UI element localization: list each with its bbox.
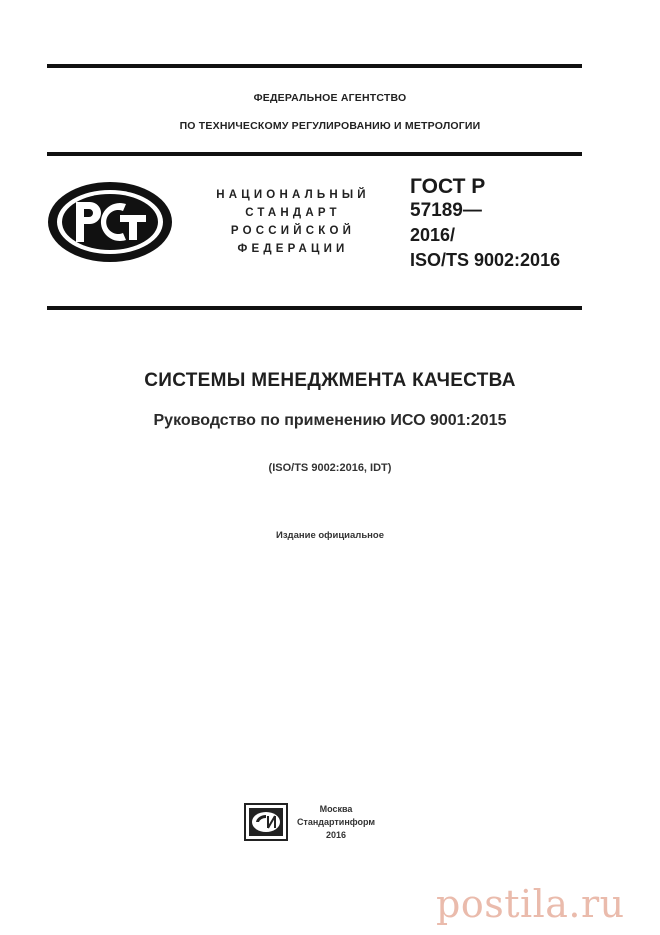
identity-note: (ISO/TS 9002:2016, IDT) [268, 462, 392, 474]
designation-line-4: ISO/TS 9002:2016 [410, 250, 561, 270]
national-standard-line-4: ФЕДЕРАЦИИ [237, 243, 349, 255]
designation-line-3: 2016/ [410, 225, 456, 245]
agency-line-1: ФЕДЕРАЛЬНОЕ АГЕНТСТВО [253, 92, 407, 104]
publisher-name: Стандартинформ [296, 817, 376, 827]
national-standard-line-2: СТАНДАРТ [245, 207, 341, 219]
middle-rule [47, 152, 582, 156]
publisher-block [296, 803, 376, 842]
national-standard-line-3: РОССИЙСКОЙ [230, 225, 356, 237]
standard-designation [410, 175, 560, 273]
designation-line-2: 57189— [410, 200, 482, 221]
document-subtitle: Руководство по применению ИСО 9001:2015 [153, 412, 507, 429]
edition-note: Издание официальное [276, 530, 384, 541]
national-standard-line-1: НАЦИОНАЛЬНЫЙ [216, 189, 370, 201]
standartinform-logo-icon [244, 803, 288, 841]
document-title: СИСТЕМЫ МЕНЕДЖМЕНТА КАЧЕСТВА [144, 370, 516, 391]
top-rule [47, 64, 582, 68]
bottom-rule [47, 306, 582, 310]
publisher-year: 2016 [325, 830, 347, 840]
publisher-city: Москва [319, 804, 353, 814]
rst-mark-icon [46, 180, 174, 264]
watermark-text: postila.ru [436, 882, 625, 926]
national-standard-label [188, 186, 398, 258]
agency-line-2: ПО ТЕХНИЧЕСКОМУ РЕГУЛИРОВАНИЮ И МЕТРОЛОГИИ [179, 120, 481, 132]
designation-line-1: ГОСТ Р [410, 175, 486, 198]
